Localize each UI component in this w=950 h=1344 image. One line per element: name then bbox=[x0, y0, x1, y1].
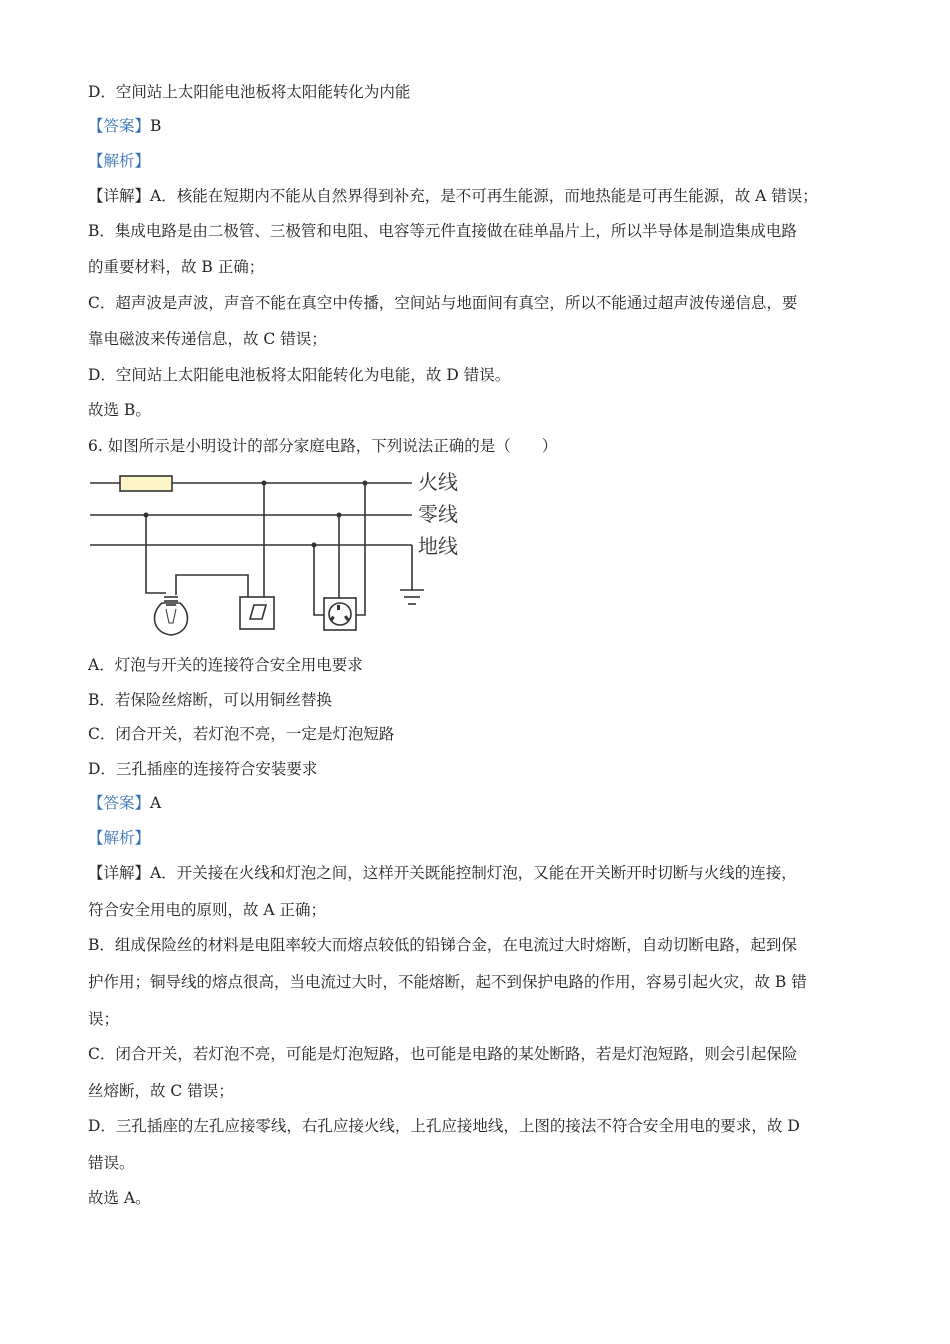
answer-tag: 【答案】 bbox=[88, 117, 151, 135]
q6-detail-d1: D．三孔插座的左孔应接零线，右孔应接火线，上孔应接地线，上图的接法不符合安全用电的要求，故 D bbox=[88, 1117, 800, 1135]
detail-tag: 【详解】 bbox=[88, 864, 151, 882]
junction-dot bbox=[363, 481, 368, 486]
q5-answer bbox=[88, 116, 161, 136]
lamp-neutral-lead bbox=[146, 515, 166, 593]
q6-option-b: B．若保险丝熔断，可以用铜丝替换 bbox=[88, 691, 332, 709]
socket-live-lead bbox=[356, 483, 365, 615]
q5-detail-a bbox=[88, 186, 818, 206]
socket-ground-lead bbox=[314, 545, 324, 615]
detail-text: A．开关接在火线和灯泡之间，这样开关既能控制灯泡，又能在开关断开时切断与火线的连接， bbox=[150, 864, 797, 882]
q6-detail-b1: B．组成保险丝的材料是电阻率较大而熔点较低的铅锑合金，在电流过大时熔断，自动切断电路，起到保 bbox=[88, 936, 797, 954]
neutral-label: 零线 bbox=[418, 502, 458, 526]
q6-stem: 6. 如图所示是小明设计的部分家庭电路，下列说法正确的是（ ） bbox=[88, 437, 558, 455]
detail-tag: 【详解】 bbox=[88, 187, 151, 205]
q6-analysis-tag: 【解析】 bbox=[88, 829, 151, 847]
lamp-bulb bbox=[155, 603, 188, 635]
q6-answer bbox=[88, 793, 161, 813]
q5-detail-c2: 靠电磁波来传递信息，故 C 错误； bbox=[88, 330, 327, 348]
q6-option-c: C．闭合开关，若灯泡不亮，一定是灯泡短路 bbox=[88, 725, 395, 743]
q5-detail-b1: B．集成电路是由二极管、三极管和电阻、电容等元件直接做在硅单晶片上，所以半导体是制造集成电路 bbox=[88, 222, 797, 240]
q5-option-d: D．空间站上太阳能电池板将太阳能转化为内能 bbox=[88, 83, 411, 101]
junction-dot bbox=[144, 513, 149, 518]
q6-detail-b3: 误； bbox=[88, 1010, 120, 1028]
q6-option-a: A．灯泡与开关的连接符合安全用电要求 bbox=[88, 656, 363, 674]
q6-option-d: D．三孔插座的连接符合安装要求 bbox=[88, 760, 318, 778]
answer-value: B bbox=[150, 117, 162, 135]
junction-dot bbox=[312, 543, 317, 548]
junction-dot bbox=[337, 513, 342, 518]
ground-label: 地线 bbox=[418, 534, 458, 558]
q5-detail-b2: 的重要材料，故 B 正确； bbox=[88, 258, 265, 276]
household-circuit-diagram bbox=[80, 465, 480, 645]
q6-detail-a1 bbox=[88, 863, 797, 883]
live-label: 火线 bbox=[418, 470, 458, 494]
answer-value: A bbox=[150, 794, 162, 812]
lamp-filament bbox=[166, 609, 176, 623]
q5-analysis-tag: 【解析】 bbox=[88, 152, 151, 170]
detail-text: A．核能在短期内不能从自然界得到补充，是不可再生能源，而地热能是可再生能源，故 A 错误； bbox=[150, 187, 818, 205]
q6-detail-c2: 丝熔断，故 C 错误； bbox=[88, 1082, 234, 1100]
answer-tag: 【答案】 bbox=[88, 794, 151, 812]
lamp-switch-lead bbox=[176, 575, 248, 597]
switch-box bbox=[240, 597, 274, 629]
fuse bbox=[120, 476, 172, 491]
q6-detail-b2: 护作用；铜导线的熔点很高，当电流过大时，不能熔断，起不到保护电路的作用，容易引起火灾，故 B 错 bbox=[88, 973, 807, 991]
junction-dot bbox=[262, 481, 267, 486]
q6-detail-d2: 错误。 bbox=[88, 1154, 135, 1172]
q5-detail-d: D．空间站上太阳能电池板将太阳能转化为电能，故 D 错误。 bbox=[88, 366, 511, 384]
q6-conclusion: 故选 A。 bbox=[88, 1189, 151, 1207]
q6-detail-a2: 符合安全用电的原则，故 A 正确； bbox=[88, 901, 327, 919]
switch-rocker bbox=[250, 605, 266, 619]
q5-detail-c1: C．超声波是声波，声音不能在真空中传播，空间站与地面间有真空，所以不能通过超声波传递信息，要 bbox=[88, 294, 798, 312]
q5-conclusion: 故选 B。 bbox=[88, 401, 151, 419]
q6-detail-c1: C．闭合开关，若灯泡不亮，可能是灯泡短路，也可能是电路的某处断路，若是灯泡短路，则会引起保险 bbox=[88, 1045, 798, 1063]
socket-hole-top bbox=[337, 605, 340, 610]
